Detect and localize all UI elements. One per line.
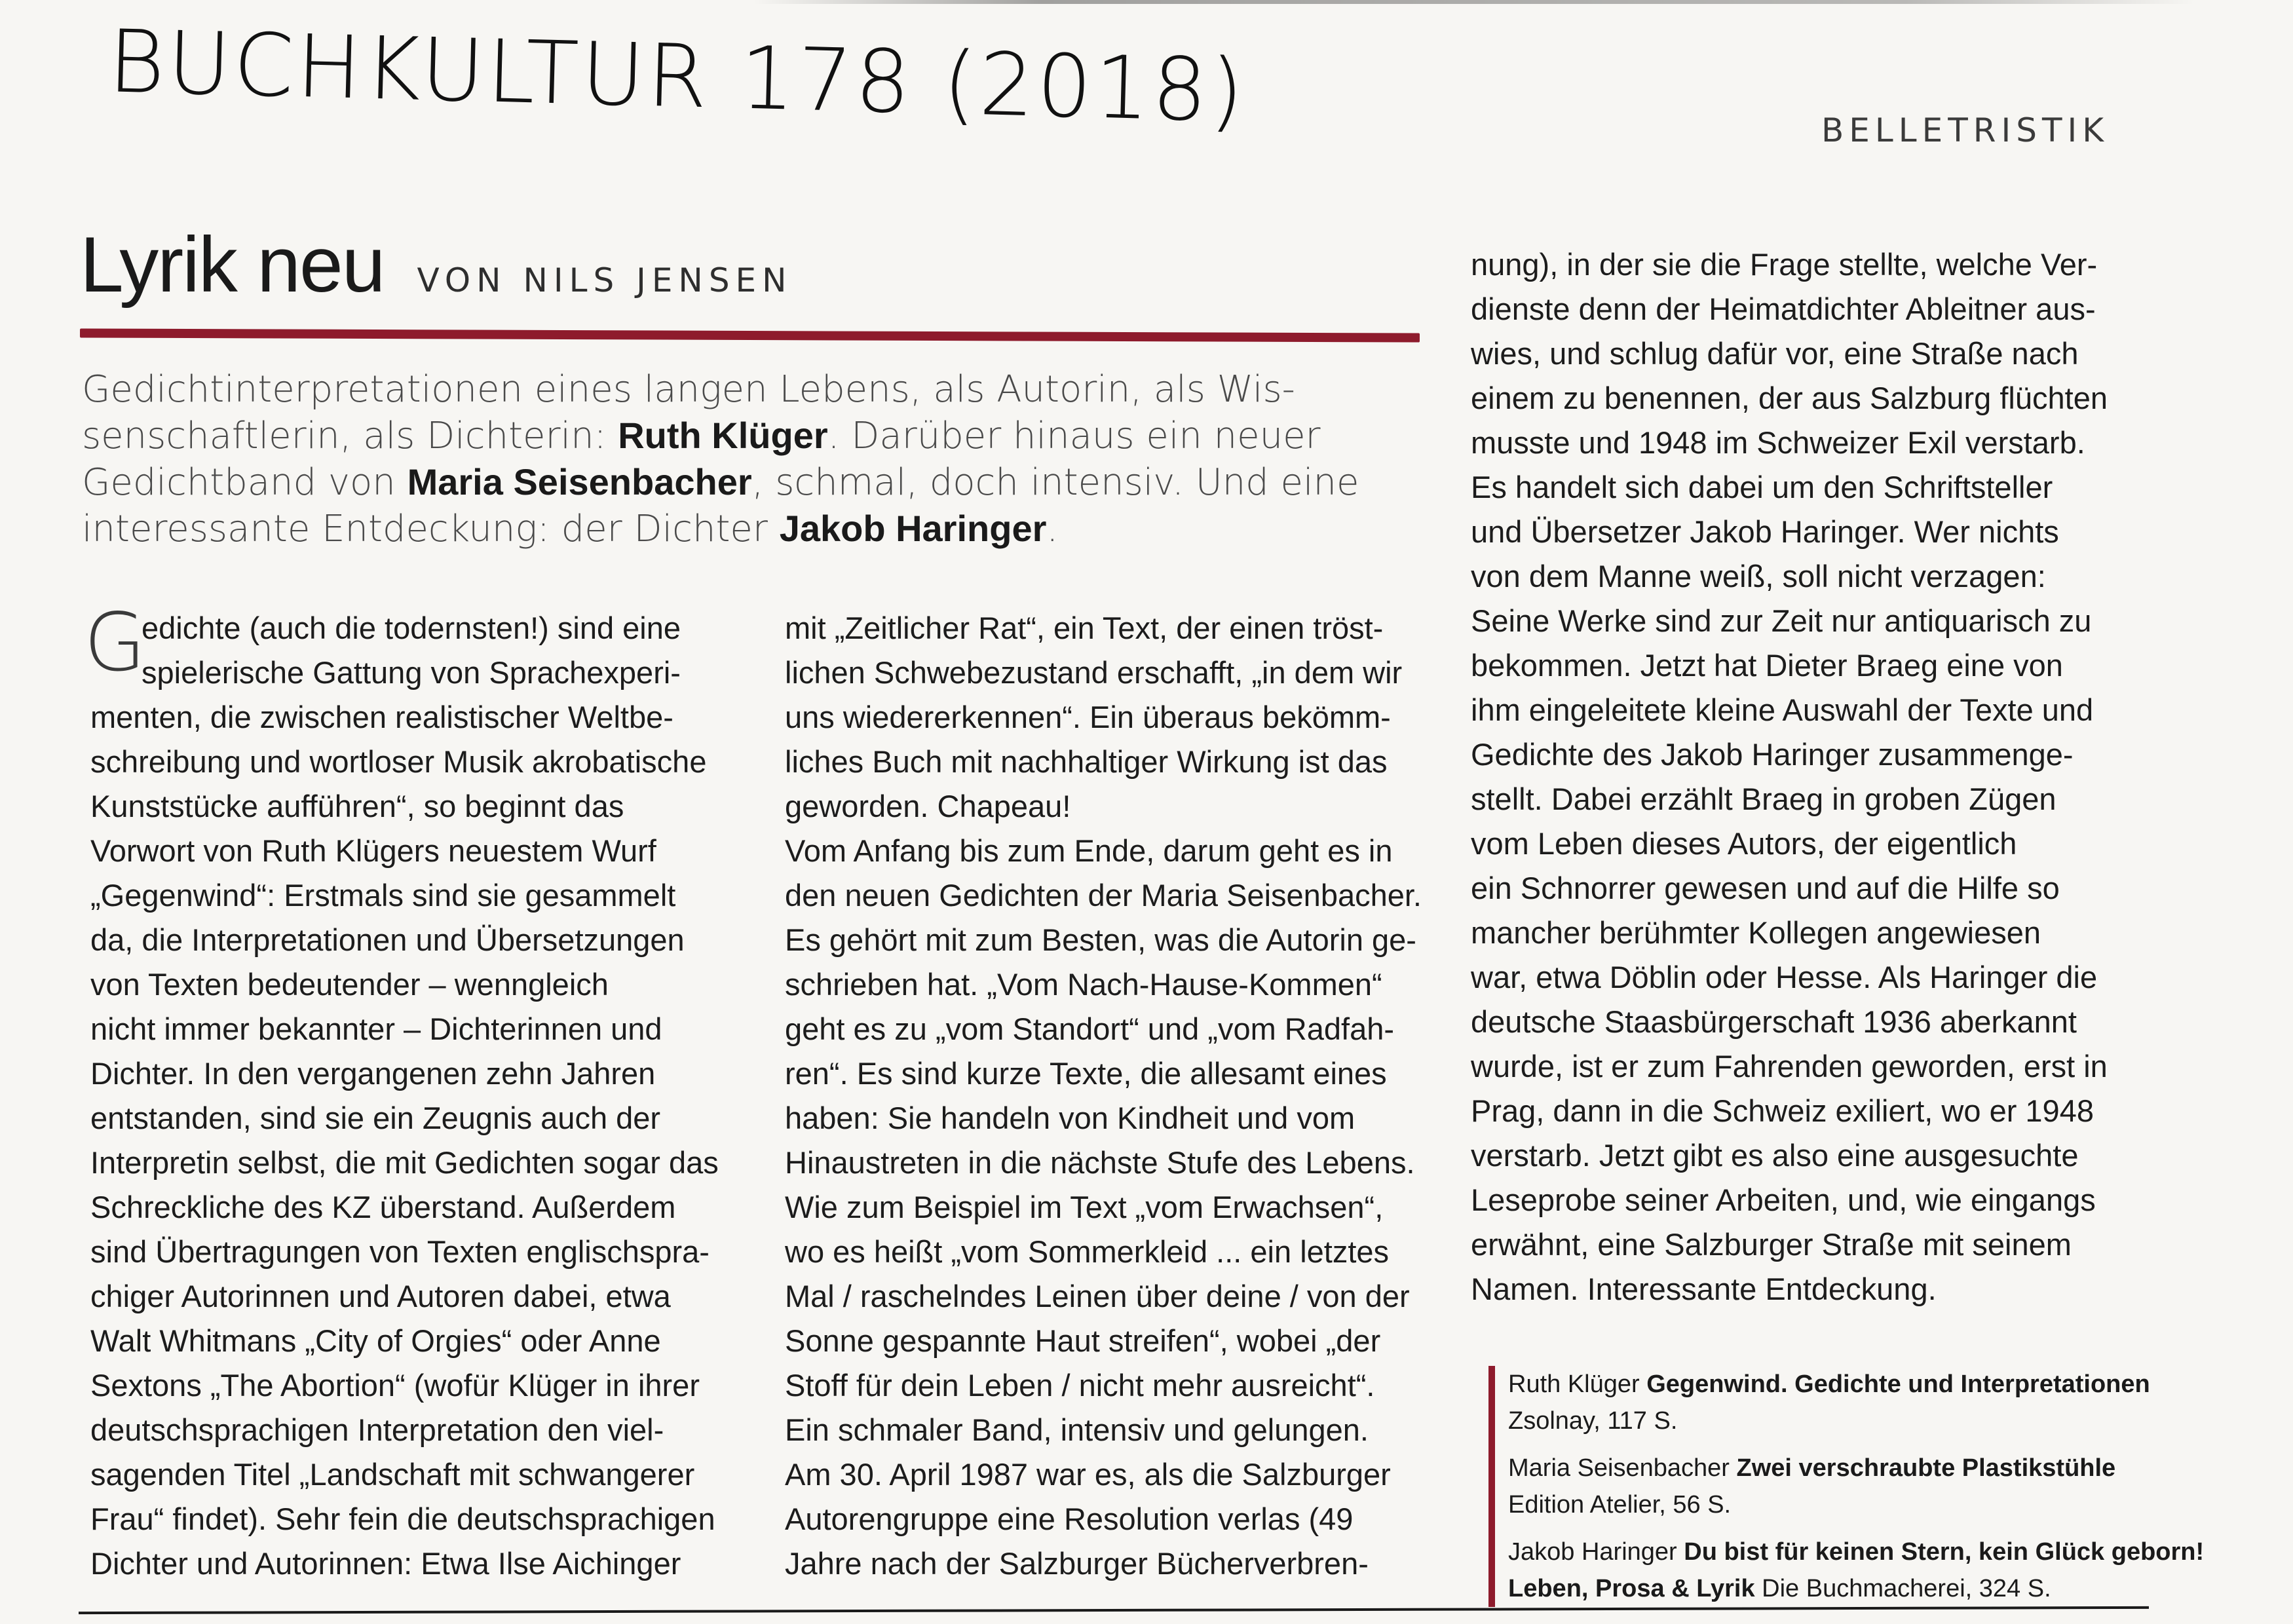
text-line: einem zu benennen, der aus Salzburg flüchten <box>1471 381 2108 415</box>
lead-line <box>82 367 1425 413</box>
reference-line <box>1508 1366 2183 1403</box>
reference-line <box>1508 1403 2183 1439</box>
text-line: sind Übertragungen von Texten englischspra- <box>90 1234 710 1269</box>
text-run: . Darüber hinaus ein neuer <box>827 415 1321 457</box>
headline-byline: VON NILS JENSEN <box>417 261 793 299</box>
bold-text: Maria Seisenbacher <box>407 461 752 502</box>
text-line: „Gegenwind“: Erstmals sind sie gesammelt <box>90 878 676 913</box>
text-line: Es handelt sich dabei um den Schriftsteller <box>1471 470 2053 504</box>
reference-line <box>1508 1534 2205 1570</box>
text-line: da, die Interpretationen und Übersetzungen <box>90 922 685 957</box>
text-run: . <box>1046 508 1059 550</box>
text-line: Stoff für dein Leben / nicht mehr ausreicht“. <box>785 1368 1375 1403</box>
text-line: entstanden, sind sie ein Zeugnis auch der <box>90 1101 661 1135</box>
text-line: wo es heißt „vom Sommerkleid ... ein letztes <box>785 1234 1390 1269</box>
section-label: BELLETRISTIK <box>1821 111 2110 149</box>
text-line: war, etwa Döblin oder Hesse. Als Haringer die <box>1471 960 2098 994</box>
text-run: Die Buchmacherei, 324 S. <box>1754 1575 2051 1602</box>
text-line: Frau“ findet). Sehr fein die deutschsprachigen <box>90 1501 715 1536</box>
text-line: den neuen Gedichten der Maria Seisenbacher. <box>785 878 1422 913</box>
text-line: Hinaustreten in die nächste Stufe des Lebens. <box>785 1145 1415 1180</box>
text-line: von Texten bedeutender – wenngleich <box>90 967 609 1002</box>
text-run: Ruth Klüger <box>1508 1370 1647 1398</box>
bold-text: Jakob Haringer <box>779 508 1047 549</box>
text-run: Gedichtinterpretationen eines langen Lebens, als Autorin, als Wis- <box>82 368 1295 411</box>
text-line: Dichter. In den vergangenen zehn Jahren <box>90 1056 656 1091</box>
reference-gap <box>1508 1439 2183 1450</box>
lead-line <box>82 413 1425 459</box>
headline-rule <box>80 328 1420 342</box>
lead-line <box>82 459 1425 506</box>
text-line: geworden. Chapeau! <box>785 789 1071 823</box>
text-line: uns wiedererkennen“. Ein überaus bekömm- <box>785 700 1391 734</box>
article-column-1 <box>90 606 759 1586</box>
text-line: vom Leben dieses Autors, der eigentlich <box>1471 826 2017 861</box>
book-reference <box>1508 1450 2183 1523</box>
text-line: Leseprobe seiner Arbeiten, und, wie eingangs <box>1471 1182 2096 1217</box>
text-line: Mal / raschelndes Leinen über deine / von der <box>785 1279 1410 1313</box>
lead-paragraph <box>82 367 1425 552</box>
bold-text: Du bist für keinen Stern, kein Glück geborn! <box>1684 1538 2205 1566</box>
text-line: wies, und schlug dafür vor, eine Straße nach <box>1471 336 2079 371</box>
book-references <box>1488 1366 2205 1607</box>
text-line: liches Buch mit nachhaltiger Wirkung ist das <box>785 744 1388 779</box>
reference-line <box>1508 1450 2183 1486</box>
text-line: Seine Werke sind zur Zeit nur antiquarisch zu <box>1471 603 2092 638</box>
text-line: Am 30. April 1987 war es, als die Salzburger <box>785 1457 1391 1492</box>
text-line: nung), in der sie die Frage stellte, welche Ver- <box>1471 247 2098 282</box>
headline-title: Lyrik neu <box>80 221 385 309</box>
text-line: verstarb. Jetzt gibt es also eine ausgesuchte <box>1471 1138 2079 1173</box>
text-line: ihm eingeleitete kleine Auswahl der Texte und <box>1471 692 2094 727</box>
text-line: ein Schnorrer gewesen und auf die Hilfe so <box>1471 871 2060 905</box>
text-line: Prag, dann in die Schweiz exiliert, wo er 1948 <box>1471 1093 2094 1128</box>
text-line: Es gehört mit zum Besten, was die Autorin ge- <box>785 922 1416 957</box>
text-line: stellt. Dabei erzählt Braeg in groben Zügen <box>1471 782 2056 816</box>
text-line: sagenden Titel „Landschaft mit schwangerer <box>90 1457 695 1492</box>
text-run: Gedichtband von <box>82 461 407 504</box>
book-reference <box>1508 1366 2183 1439</box>
headline <box>80 219 793 310</box>
text-line: Vorwort von Ruth Klügers neuestem Wurf <box>90 833 656 868</box>
text-run: senschaftlerin, als Dichterin: <box>82 415 618 457</box>
text-run: Zsolnay, 117 S. <box>1508 1407 1678 1435</box>
drop-cap: G <box>84 596 146 689</box>
text-line: Dichter und Autorinnen: Etwa Ilse Aichinger <box>90 1546 681 1581</box>
text-line: Gedichte des Jakob Haringer zusammenge- <box>1471 737 2074 772</box>
text-line: haben: Sie handeln von Kindheit und vom <box>785 1101 1355 1135</box>
text-line: menten, die zwischen realistischer Weltbe- <box>90 700 673 734</box>
text-run: Maria Seisenbacher <box>1508 1454 1737 1482</box>
text-line: Interpretin selbst, die mit Gedichten sogar das <box>90 1145 719 1180</box>
article-column-3 <box>1471 242 2159 1312</box>
text-line: schreibung und wortloser Musik akrobatische <box>90 744 707 779</box>
text-line: Sonne gespannte Haut streifen“, wobei „der <box>785 1323 1381 1358</box>
text-line: schrieben hat. „Vom Nach-Hause-Kommen“ <box>785 967 1382 1002</box>
text-line: dienste denn der Heimatdichter Ableitner aus- <box>1471 292 2096 326</box>
text-run: , schmal, doch intensiv. Und eine <box>751 461 1359 504</box>
reference-line <box>1508 1570 2183 1607</box>
scan-edge-line <box>753 0 2195 4</box>
text-line: lichen Schwebezustand erschafft, „in dem wir <box>785 655 1403 690</box>
text-line: Kunststücke aufführen“, so beginnt das <box>90 789 624 823</box>
text-line: ren“. Es sind kurze Texte, die allesamt eines <box>785 1056 1387 1091</box>
reference-gap <box>1508 1523 2183 1534</box>
handwritten-note: BUCHKULTUR 178 (2018) <box>107 11 1247 142</box>
bottom-rule <box>79 1606 2149 1614</box>
text-line: Namen. Interessante Entdeckung. <box>1471 1272 1937 1306</box>
text-line: edichte (auch die todernsten!) sind eine <box>142 611 681 645</box>
book-reference <box>1508 1534 2205 1607</box>
text-line: chiger Autorinnen und Autoren dabei, etwa <box>90 1279 671 1313</box>
text-run: Jakob Haringer <box>1508 1538 1684 1566</box>
text-line: geht es zu „vom Standort“ und „vom Radfah- <box>785 1011 1394 1046</box>
text-line: von dem Manne weiß, soll nicht verzagen: <box>1471 559 2046 594</box>
text-line: und Übersetzer Jakob Haringer. Wer nichts <box>1471 514 2059 549</box>
text-line: Ein schmaler Band, intensiv und gelungen. <box>785 1412 1369 1447</box>
text-line: deutsche Staasbürgerschaft 1936 aberkannt <box>1471 1004 2077 1039</box>
bold-text: Zwei verschraubte Plastikstühle <box>1736 1454 2116 1482</box>
bold-text: Leben, Prosa & Lyrik <box>1508 1575 1755 1602</box>
text-run: Edition Atelier, 56 S. <box>1508 1491 1732 1519</box>
text-line: deutschsprachigen Interpretation den viel- <box>90 1412 664 1447</box>
reference-line <box>1508 1486 2183 1523</box>
text-line: musste und 1948 im Schweizer Exil verstarb. <box>1471 425 2085 460</box>
text-line: spielerische Gattung von Sprachexperi- <box>142 655 681 690</box>
bold-text: Ruth Klüger <box>618 415 828 456</box>
bold-text: Gegenwind. Gedichte und Interpretationen <box>1646 1370 2150 1398</box>
text-line: wurde, ist er zum Fahrenden geworden, erst in <box>1471 1049 2108 1084</box>
text-line: Autorengruppe eine Resolution verlas (49 <box>785 1501 1354 1536</box>
text-line: Walt Whitmans „City of Orgies“ oder Anne <box>90 1323 661 1358</box>
text-line: mit „Zeitlicher Rat“, ein Text, der einen tröst- <box>785 611 1384 645</box>
text-line: mancher berühmter Kollegen angewiesen <box>1471 915 2041 950</box>
text-line: Wie zum Beispiel im Text „vom Erwachsen“, <box>785 1190 1384 1224</box>
text-line: Sextons „The Abortion“ (wofür Klüger in ihrer <box>90 1368 700 1403</box>
text-line: erwähnt, eine Salzburger Straße mit seinem <box>1471 1227 2072 1262</box>
text-run: interessante Entdeckung: der Dichter <box>82 508 780 550</box>
text-line: Vom Anfang bis zum Ende, darum geht es in <box>785 833 1393 868</box>
text-line: nicht immer bekannter – Dichterinnen und <box>90 1011 662 1046</box>
lead-line <box>82 506 1425 552</box>
text-line: bekommen. Jetzt hat Dieter Braeg eine von <box>1471 648 2063 683</box>
article-column-2 <box>785 606 1453 1586</box>
text-line: Schreckliche des KZ überstand. Außerdem <box>90 1190 676 1224</box>
text-line: Jahre nach der Salzburger Bücherverbren- <box>785 1546 1369 1581</box>
